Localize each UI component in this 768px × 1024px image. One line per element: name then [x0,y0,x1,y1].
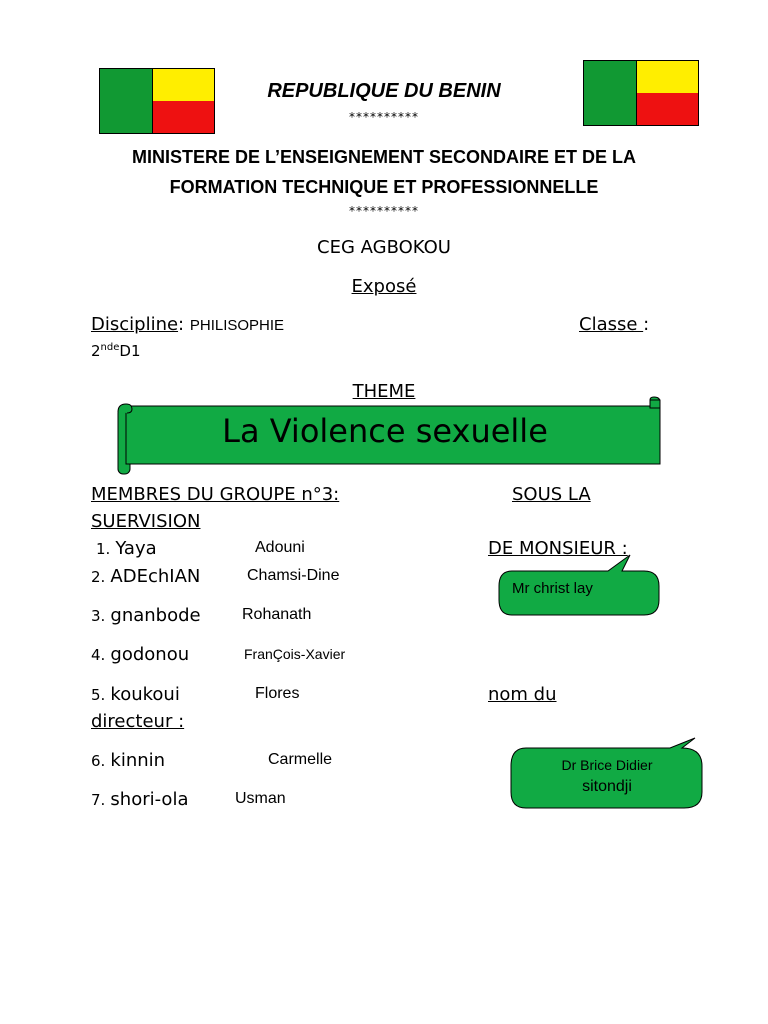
member-first-name: Carmelle [268,751,333,768]
class-label-row [579,314,649,335]
discipline-value: PHILISOPHIE [189,317,285,334]
supervision-line-2: SUERVISION [91,511,201,532]
director-name-line-2: sitondji [582,778,632,795]
ministry-line-1: MINISTERE DE L’ENSEIGNEMENT SECONDAIRE ET DE LA [131,147,637,167]
list-item: 4. godonou [91,644,190,665]
group-heading-wrap [91,484,339,505]
country-title: REPUBLIQUE DU BENIN [267,80,501,102]
school-name: CEG AGBOKOU [317,237,451,258]
member-first-name: Usman [235,790,286,807]
member-first-name: Flores [255,685,300,702]
list-item: 5. koukoui [91,684,180,705]
supervision-line-1: SOUS LA [512,484,591,505]
member-first-name: FranÇois-Xavier [244,646,346,662]
separator-stars: ********** [349,110,419,124]
director-callout-shape [510,736,704,810]
director-label-2-wrap [91,711,184,732]
theme-title: La Violence sexuelle [222,412,548,450]
theme-label: THEME [352,381,416,402]
class-colon: : [643,314,650,335]
list-item: 7. shori-ola [91,789,189,810]
director-label-1-wrap [488,684,557,705]
class-label: Classe [579,314,644,335]
member-first-name: Rohanath [242,606,312,623]
monsieur-label: DE MONSIEUR : [488,538,628,559]
doc-type [0,276,768,297]
list-item: 3. gnanbode [91,605,201,626]
director-label-2: directeur : [91,711,185,732]
director-label-1: nom du [488,684,557,705]
director-name-line-1: Dr Brice Didier [561,757,653,773]
class-value: 2ndeD1 [91,342,141,360]
member-first-name: Chamsi-Dine [247,567,340,584]
ministry-line-2: FORMATION TECHNIQUE ET PROFESSIONNELLE [169,177,599,197]
discipline-row [91,314,284,335]
list-item: 2. ADEchIAN [91,566,201,587]
discipline-label: Discipline [91,314,179,335]
list-item: 1. Yaya [96,538,157,559]
doc-type-label: Exposé [351,276,417,297]
separator-stars: ********** [349,204,419,218]
supervision-line-1-wrap [512,484,591,505]
discipline-colon: : [178,314,185,335]
list-item: 6. kinnin [91,750,166,771]
member-first-name: Adouni [255,539,305,556]
group-heading: MEMBRES DU GROUPE n°3: [91,484,340,505]
supervision-line-2-wrap [91,511,201,532]
supervisor-name: Mr christ lay [512,580,593,597]
